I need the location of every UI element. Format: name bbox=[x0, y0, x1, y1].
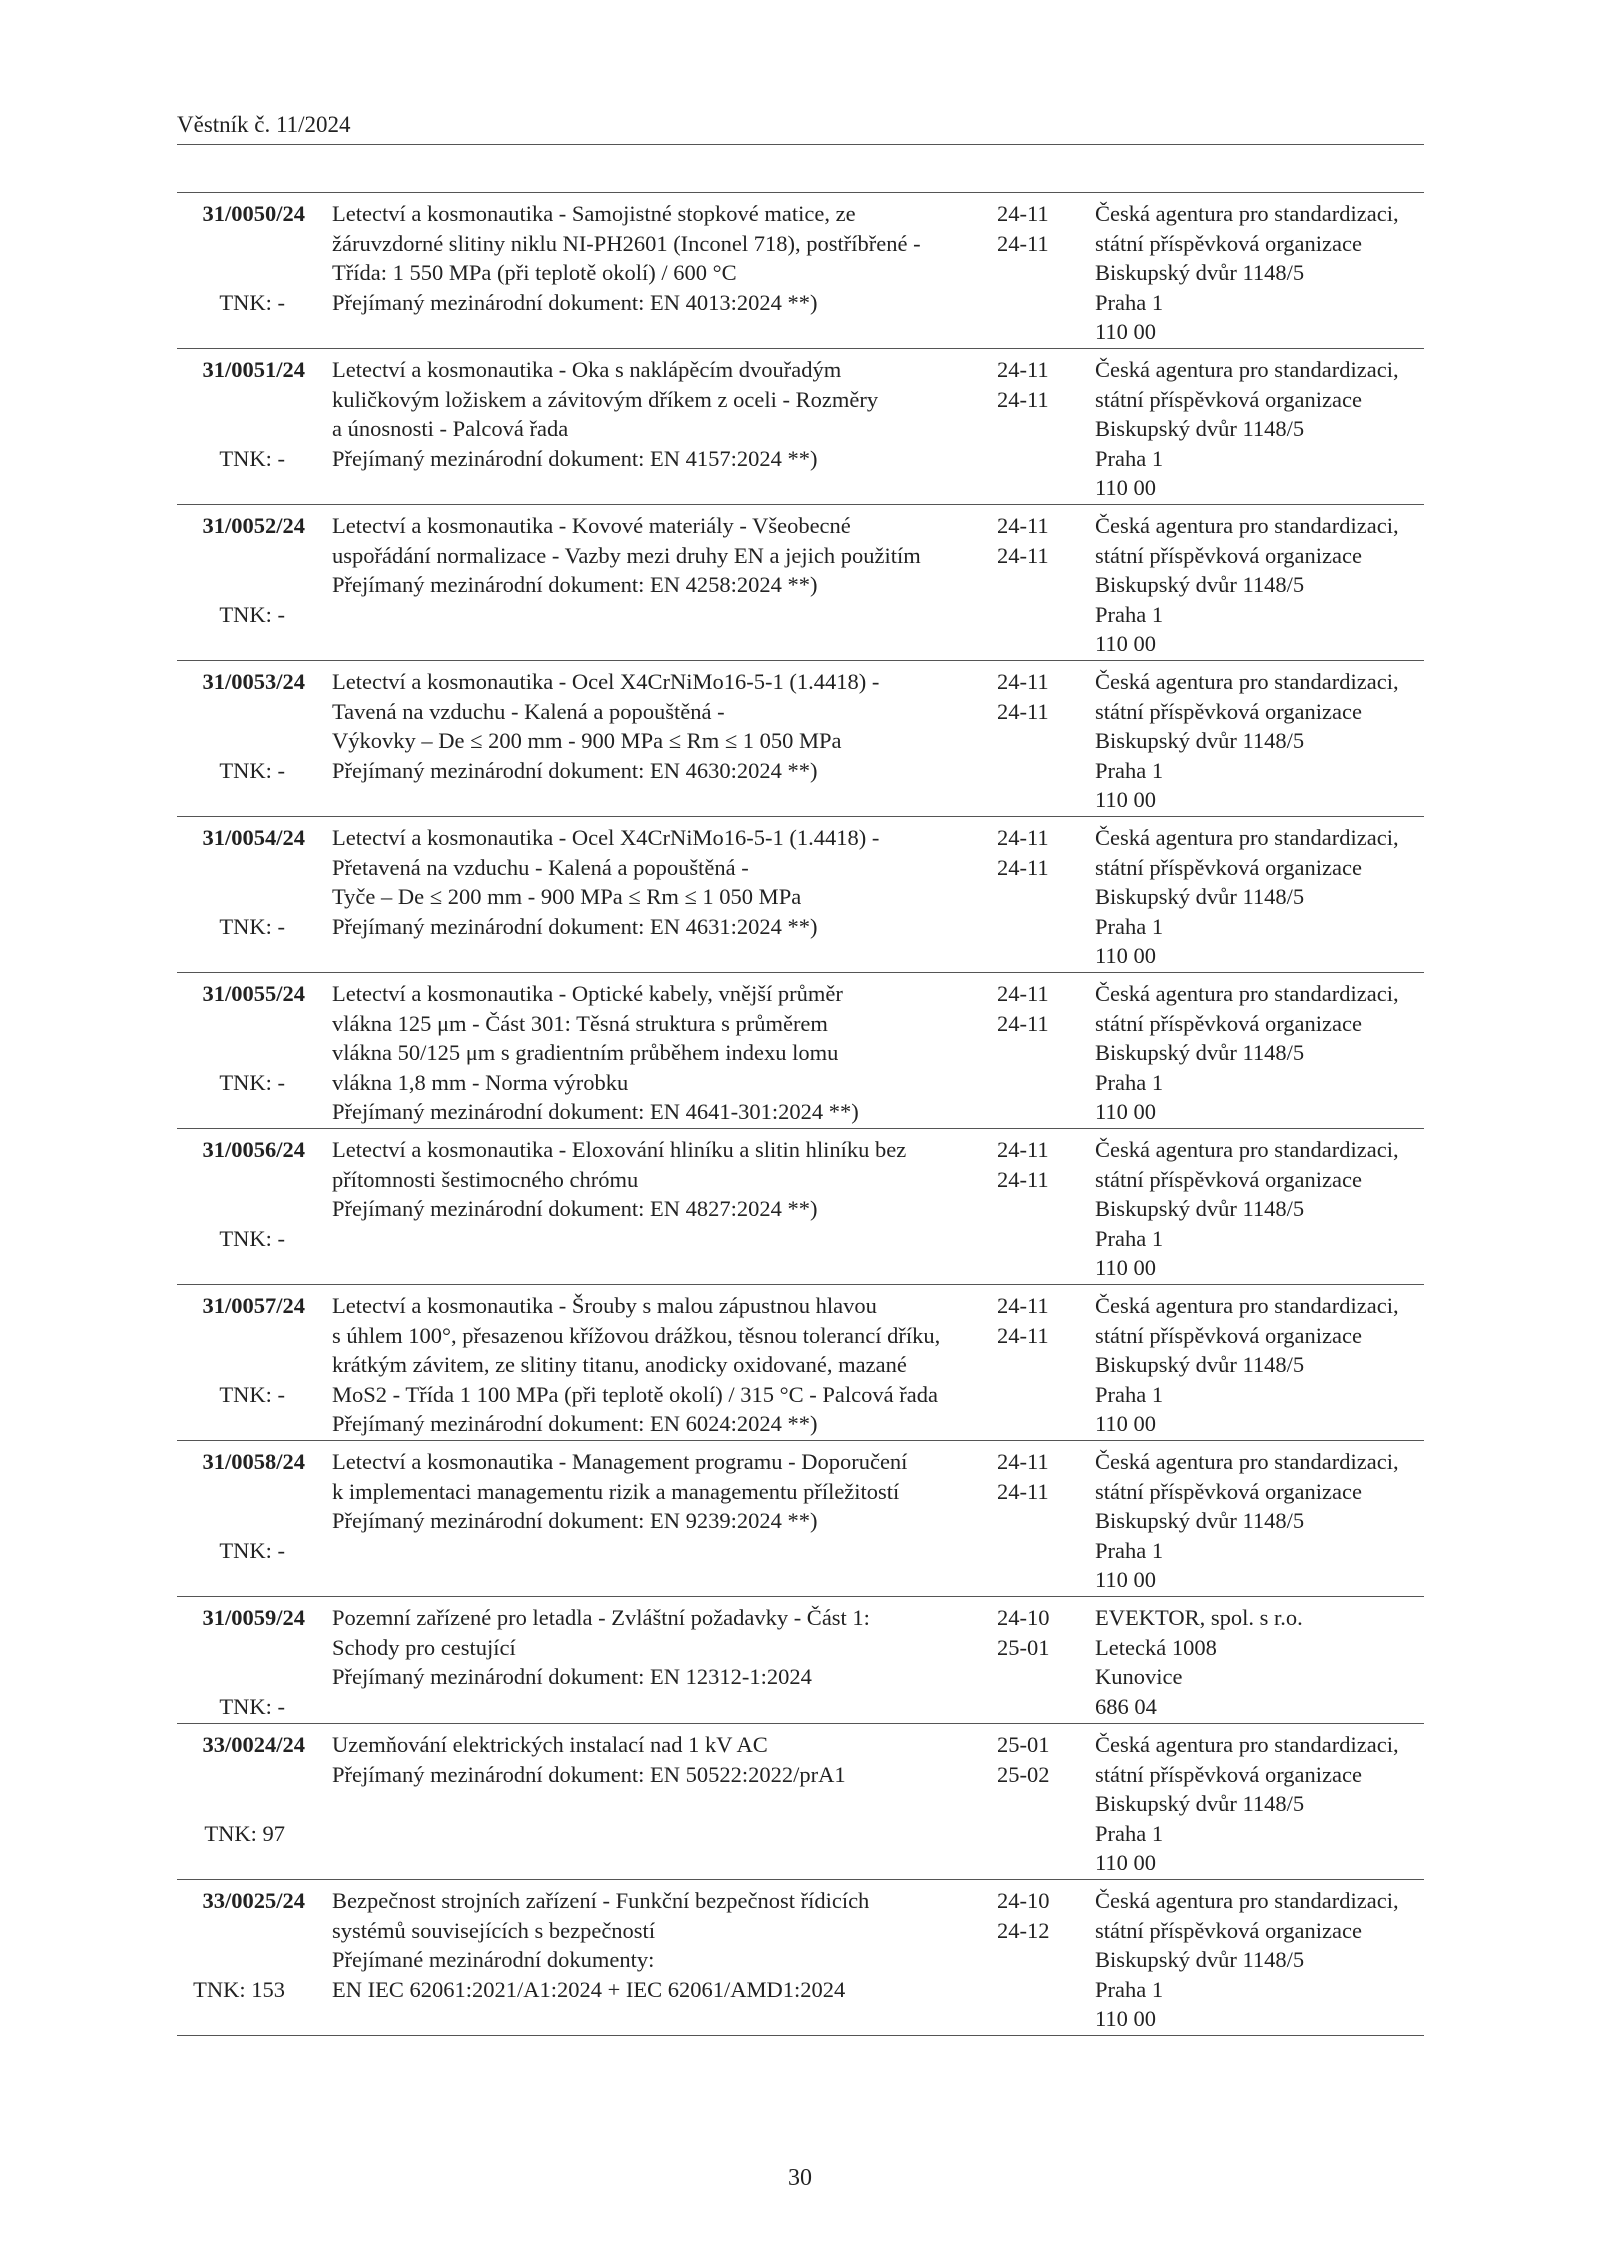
title-line: kuličkovým ložiskem a závitovým dříkem z oceli - Rozměry bbox=[332, 386, 879, 412]
address-line: Biskupský dvůr 1148/5 bbox=[1095, 1352, 1305, 1377]
standard-number: 31/0056/24 bbox=[202, 1137, 305, 1162]
address-line: 110 00 bbox=[1095, 475, 1157, 500]
tnk-code: TNK: - bbox=[219, 1381, 285, 1407]
title-line: Letectví a kosmonautika - Optické kabely, vnější průměr bbox=[332, 981, 843, 1006]
title-line: Letectví a kosmonautika - Samojistné stopkové matice, ze bbox=[332, 201, 856, 226]
title-line: Přejímaný mezinárodní dokument: EN 50522:2022/prA1 bbox=[332, 1761, 846, 1787]
date-value: 24-11 bbox=[997, 669, 1049, 694]
date-column bbox=[997, 1447, 1077, 1506]
date-value: 24-10 bbox=[997, 1605, 1050, 1630]
processor-address bbox=[1095, 823, 1425, 971]
date-value: 25-01 bbox=[997, 1634, 1050, 1660]
standard-number: 31/0055/24 bbox=[202, 981, 305, 1006]
title-line: EN IEC 62061:2021/A1:2024 + IEC 62061/AMD1:2024 bbox=[332, 1976, 846, 2002]
processor-address bbox=[1095, 1603, 1425, 1721]
title-line: k implementaci managementu rizik a managementu příležitostí bbox=[332, 1478, 900, 1504]
standard-number: 31/0052/24 bbox=[202, 513, 305, 538]
address-line: Praha 1 bbox=[1095, 1820, 1164, 1846]
date-value: 24-10 bbox=[997, 1888, 1050, 1913]
title-line: Přejímaný mezinárodní dokument: EN 6024:2024 **) bbox=[332, 1411, 818, 1436]
tnk-code: TNK: - bbox=[219, 913, 285, 939]
date-value: 24-11 bbox=[997, 513, 1049, 538]
title-line: přítomnosti šestimocného chrómu bbox=[332, 1166, 639, 1192]
date-value: 24-11 bbox=[997, 981, 1049, 1006]
date-value: 24-11 bbox=[997, 1478, 1049, 1504]
date-column bbox=[997, 1291, 1077, 1350]
standard-row bbox=[177, 1724, 1424, 1880]
address-line: Biskupský dvůr 1148/5 bbox=[1095, 884, 1305, 909]
title-line: Uzemňování elektrických instalací nad 1 kV AC bbox=[332, 1732, 768, 1757]
address-line: EVEKTOR, spol. s r.o. bbox=[1095, 1605, 1303, 1630]
standard-row bbox=[177, 1441, 1424, 1597]
address-line: státní příspěvková organizace bbox=[1095, 542, 1362, 568]
address-line: státní příspěvková organizace bbox=[1095, 1761, 1362, 1787]
date-value: 24-11 bbox=[997, 230, 1049, 256]
address-line: Biskupský dvůr 1148/5 bbox=[1095, 416, 1305, 441]
date-column bbox=[997, 1886, 1077, 1945]
standard-row bbox=[177, 661, 1424, 817]
address-line: Biskupský dvůr 1148/5 bbox=[1095, 1508, 1305, 1533]
address-line: Praha 1 bbox=[1095, 1381, 1164, 1407]
address-line: Biskupský dvůr 1148/5 bbox=[1095, 260, 1305, 285]
tnk-code: TNK: - bbox=[219, 1537, 285, 1563]
title-line: vlákna 125 μm - Část 301: Těsná struktura s průměrem bbox=[332, 1010, 828, 1036]
address-line: státní příspěvková organizace bbox=[1095, 386, 1362, 412]
processor-address bbox=[1095, 511, 1425, 659]
standard-number: 31/0050/24 bbox=[202, 201, 305, 226]
date-value: 25-01 bbox=[997, 1732, 1050, 1757]
address-line: Praha 1 bbox=[1095, 445, 1164, 471]
standard-number: 33/0024/24 bbox=[202, 1732, 305, 1757]
address-line: Biskupský dvůr 1148/5 bbox=[1095, 1947, 1305, 1972]
address-line: 686 04 bbox=[1095, 1693, 1157, 1719]
date-value: 24-11 bbox=[997, 1137, 1049, 1162]
address-line: Biskupský dvůr 1148/5 bbox=[1095, 728, 1305, 753]
date-value: 24-11 bbox=[997, 825, 1049, 850]
processor-address bbox=[1095, 355, 1425, 503]
title-line: Tavená na vzduchu - Kalená a popouštěná - bbox=[332, 698, 725, 724]
title-line: Letectví a kosmonautika - Ocel X4CrNiMo16-5-1 (1.4418) - bbox=[332, 669, 880, 694]
title-line: Přetavená na vzduchu - Kalená a popouštěná - bbox=[332, 854, 749, 880]
title-line: Letectví a kosmonautika - Management programu - Doporučení bbox=[332, 1449, 908, 1474]
address-line: Česká agentura pro standardizaci, bbox=[1095, 357, 1399, 382]
title-line: Přejímaný mezinárodní dokument: EN 12312-1:2024 bbox=[332, 1664, 812, 1689]
processor-address bbox=[1095, 1135, 1425, 1283]
title-line: Letectví a kosmonautika - Ocel X4CrNiMo16-5-1 (1.4418) - bbox=[332, 825, 880, 850]
date-value: 24-11 bbox=[997, 1322, 1049, 1348]
title-line: Přejímaný mezinárodní dokument: EN 4631:2024 **) bbox=[332, 913, 818, 939]
address-line: Praha 1 bbox=[1095, 1225, 1164, 1251]
title-line: Schody pro cestující bbox=[332, 1634, 516, 1660]
standards-table bbox=[177, 192, 1424, 2036]
standard-number: 31/0051/24 bbox=[202, 357, 305, 382]
address-line: Praha 1 bbox=[1095, 601, 1164, 627]
address-line: Praha 1 bbox=[1095, 913, 1164, 939]
date-value: 24-11 bbox=[997, 201, 1049, 226]
title-line: s úhlem 100°, přesazenou křížovou drážkou, těsnou tolerancí dříku, bbox=[332, 1322, 941, 1348]
processor-address bbox=[1095, 667, 1425, 815]
title-line: a únosnosti - Palcová řada bbox=[332, 416, 569, 441]
title-line: Bezpečnost strojních zařízení - Funkční bezpečnost řídicích bbox=[332, 1888, 870, 1913]
address-line: 110 00 bbox=[1095, 319, 1157, 344]
address-line: 110 00 bbox=[1095, 631, 1157, 656]
address-line: Česká agentura pro standardizaci, bbox=[1095, 1449, 1399, 1474]
date-value: 24-11 bbox=[997, 1010, 1049, 1036]
address-line: Praha 1 bbox=[1095, 1976, 1164, 2002]
date-value: 24-12 bbox=[997, 1917, 1050, 1943]
title-line: Tyče – De ≤ 200 mm - 900 MPa ≤ Rm ≤ 1 050 MPa bbox=[332, 884, 802, 909]
standard-number: 31/0054/24 bbox=[202, 825, 305, 850]
address-line: státní příspěvková organizace bbox=[1095, 1917, 1362, 1943]
date-column bbox=[997, 667, 1077, 726]
address-line: 110 00 bbox=[1095, 2006, 1157, 2031]
address-line: Česká agentura pro standardizaci, bbox=[1095, 1732, 1399, 1757]
address-line: 110 00 bbox=[1095, 1099, 1157, 1124]
address-line: Česká agentura pro standardizaci, bbox=[1095, 1888, 1399, 1913]
date-column bbox=[997, 823, 1077, 882]
address-line: Česká agentura pro standardizaci, bbox=[1095, 201, 1399, 226]
date-value: 24-11 bbox=[997, 542, 1049, 568]
standard-row bbox=[177, 193, 1424, 349]
date-column bbox=[997, 355, 1077, 414]
processor-address bbox=[1095, 1291, 1425, 1439]
standard-number: 31/0058/24 bbox=[202, 1449, 305, 1474]
address-line: státní příspěvková organizace bbox=[1095, 1322, 1362, 1348]
date-column bbox=[997, 1135, 1077, 1194]
title-line: vlákna 50/125 μm s gradientním průběhem indexu lomu bbox=[332, 1040, 839, 1065]
title-line: Přejímaný mezinárodní dokument: EN 4641-301:2024 **) bbox=[332, 1099, 859, 1124]
date-column bbox=[997, 1730, 1077, 1789]
title-line: Přejímaný mezinárodní dokument: EN 4630:2024 **) bbox=[332, 757, 818, 783]
processor-address bbox=[1095, 979, 1425, 1127]
title-line: Přejímané mezinárodní dokumenty: bbox=[332, 1947, 655, 1972]
processor-address bbox=[1095, 199, 1425, 347]
tnk-code: TNK: - bbox=[219, 445, 285, 471]
date-value: 24-11 bbox=[997, 854, 1049, 880]
address-line: 110 00 bbox=[1095, 787, 1157, 812]
address-line: Praha 1 bbox=[1095, 757, 1164, 783]
title-line: Letectví a kosmonautika - Kovové materiály - Všeobecné bbox=[332, 513, 851, 538]
date-column bbox=[997, 979, 1077, 1038]
title-line: Přejímaný mezinárodní dokument: EN 4258:2024 **) bbox=[332, 572, 818, 597]
address-line: Česká agentura pro standardizaci, bbox=[1095, 1137, 1399, 1162]
address-line: státní příspěvková organizace bbox=[1095, 1010, 1362, 1036]
title-line: Letectví a kosmonautika - Eloxování hliníku a slitin hliníku bez bbox=[332, 1137, 907, 1162]
standard-row bbox=[177, 973, 1424, 1129]
address-line: Biskupský dvůr 1148/5 bbox=[1095, 572, 1305, 597]
address-line: státní příspěvková organizace bbox=[1095, 854, 1362, 880]
date-value: 24-11 bbox=[997, 1449, 1049, 1474]
address-line: 110 00 bbox=[1095, 943, 1157, 968]
tnk-code: TNK: - bbox=[219, 601, 285, 627]
address-line: státní příspěvková organizace bbox=[1095, 230, 1362, 256]
title-line: Přejímaný mezinárodní dokument: EN 4157:2024 **) bbox=[332, 445, 818, 471]
date-value: 24-11 bbox=[997, 386, 1049, 412]
date-value: 24-11 bbox=[997, 1293, 1049, 1318]
standard-row bbox=[177, 1129, 1424, 1285]
tnk-code: TNK: 153 bbox=[193, 1976, 285, 2002]
standard-number: 31/0059/24 bbox=[202, 1605, 305, 1630]
tnk-code: TNK: - bbox=[219, 1693, 285, 1719]
address-line: 110 00 bbox=[1095, 1255, 1157, 1280]
processor-address bbox=[1095, 1730, 1425, 1878]
title-line: Výkovky – De ≤ 200 mm - 900 MPa ≤ Rm ≤ 1 050 MPa bbox=[332, 728, 842, 753]
standard-row bbox=[177, 505, 1424, 661]
title-line: krátkým závitem, ze slitiny titanu, anodicky oxidované, mazané bbox=[332, 1352, 907, 1377]
standard-number: 33/0025/24 bbox=[202, 1888, 305, 1913]
title-line: Pozemní zařízené pro letadla - Zvláštní požadavky - Část 1: bbox=[332, 1605, 870, 1630]
title-line: MoS2 - Třída 1 100 MPa (při teplotě okolí) / 315 °C - Palcová řada bbox=[332, 1381, 938, 1407]
address-line: Biskupský dvůr 1148/5 bbox=[1095, 1196, 1305, 1221]
tnk-code: TNK: - bbox=[219, 1069, 285, 1095]
address-line: státní příspěvková organizace bbox=[1095, 1166, 1362, 1192]
processor-address bbox=[1095, 1447, 1425, 1595]
address-line: Česká agentura pro standardizaci, bbox=[1095, 825, 1399, 850]
title-line: systémů souvisejících s bezpečností bbox=[332, 1917, 656, 1943]
title-line: Přejímaný mezinárodní dokument: EN 4827:2024 **) bbox=[332, 1196, 818, 1221]
address-line: Letecká 1008 bbox=[1095, 1634, 1217, 1660]
tnk-code: TNK: - bbox=[219, 1225, 285, 1251]
date-column bbox=[997, 1603, 1077, 1662]
tnk-code: TNK: - bbox=[219, 757, 285, 783]
address-line: Praha 1 bbox=[1095, 289, 1164, 315]
date-value: 24-11 bbox=[997, 357, 1049, 382]
address-line: 110 00 bbox=[1095, 1850, 1157, 1875]
address-line: státní příspěvková organizace bbox=[1095, 1478, 1362, 1504]
address-line: 110 00 bbox=[1095, 1567, 1157, 1592]
tnk-code: TNK: - bbox=[219, 289, 285, 315]
title-line: Přejímaný mezinárodní dokument: EN 4013:2024 **) bbox=[332, 289, 818, 315]
standard-row bbox=[177, 1880, 1424, 2036]
journal-header: Věstník č. 11/2024 bbox=[177, 112, 1424, 145]
standard-number: 31/0053/24 bbox=[202, 669, 305, 694]
title-line: Letectví a kosmonautika - Oka s naklápěcím dvouřadým bbox=[332, 357, 842, 382]
date-value: 25-02 bbox=[997, 1761, 1050, 1787]
address-line: Biskupský dvůr 1148/5 bbox=[1095, 1040, 1305, 1065]
address-line: Česká agentura pro standardizaci, bbox=[1095, 1293, 1399, 1318]
address-line: Biskupský dvůr 1148/5 bbox=[1095, 1791, 1305, 1816]
address-line: Praha 1 bbox=[1095, 1537, 1164, 1563]
title-line: Letectví a kosmonautika - Šrouby s malou zápustnou hlavou bbox=[332, 1293, 877, 1318]
address-line: Česká agentura pro standardizaci, bbox=[1095, 981, 1399, 1006]
standard-row bbox=[177, 817, 1424, 973]
title-line: Třída: 1 550 MPa (při teplotě okolí) / 600 °C bbox=[332, 260, 737, 285]
page-number: 30 bbox=[788, 2165, 812, 2191]
tnk-code: TNK: 97 bbox=[204, 1820, 285, 1846]
date-column bbox=[997, 199, 1077, 258]
address-line: státní příspěvková organizace bbox=[1095, 698, 1362, 724]
standard-row bbox=[177, 1597, 1424, 1724]
title-line: vlákna 1,8 mm - Norma výrobku bbox=[332, 1069, 629, 1095]
standard-number: 31/0057/24 bbox=[202, 1293, 305, 1318]
standard-row bbox=[177, 349, 1424, 505]
address-line: Česká agentura pro standardizaci, bbox=[1095, 513, 1399, 538]
title-line: Přejímaný mezinárodní dokument: EN 9239:2024 **) bbox=[332, 1508, 818, 1533]
title-line: žáruvzdorné slitiny niklu NI-PH2601 (Inconel 718), postříbřené - bbox=[332, 230, 921, 256]
title-line: uspořádání normalizace - Vazby mezi druhy EN a jejich použitím bbox=[332, 542, 921, 568]
address-line: Kunovice bbox=[1095, 1664, 1183, 1689]
address-line: Praha 1 bbox=[1095, 1069, 1164, 1095]
address-line: 110 00 bbox=[1095, 1411, 1157, 1436]
address-line: Česká agentura pro standardizaci, bbox=[1095, 669, 1399, 694]
date-column bbox=[997, 511, 1077, 570]
processor-address bbox=[1095, 1886, 1425, 2034]
date-value: 24-11 bbox=[997, 698, 1049, 724]
standard-row bbox=[177, 1285, 1424, 1441]
date-value: 24-11 bbox=[997, 1166, 1049, 1192]
